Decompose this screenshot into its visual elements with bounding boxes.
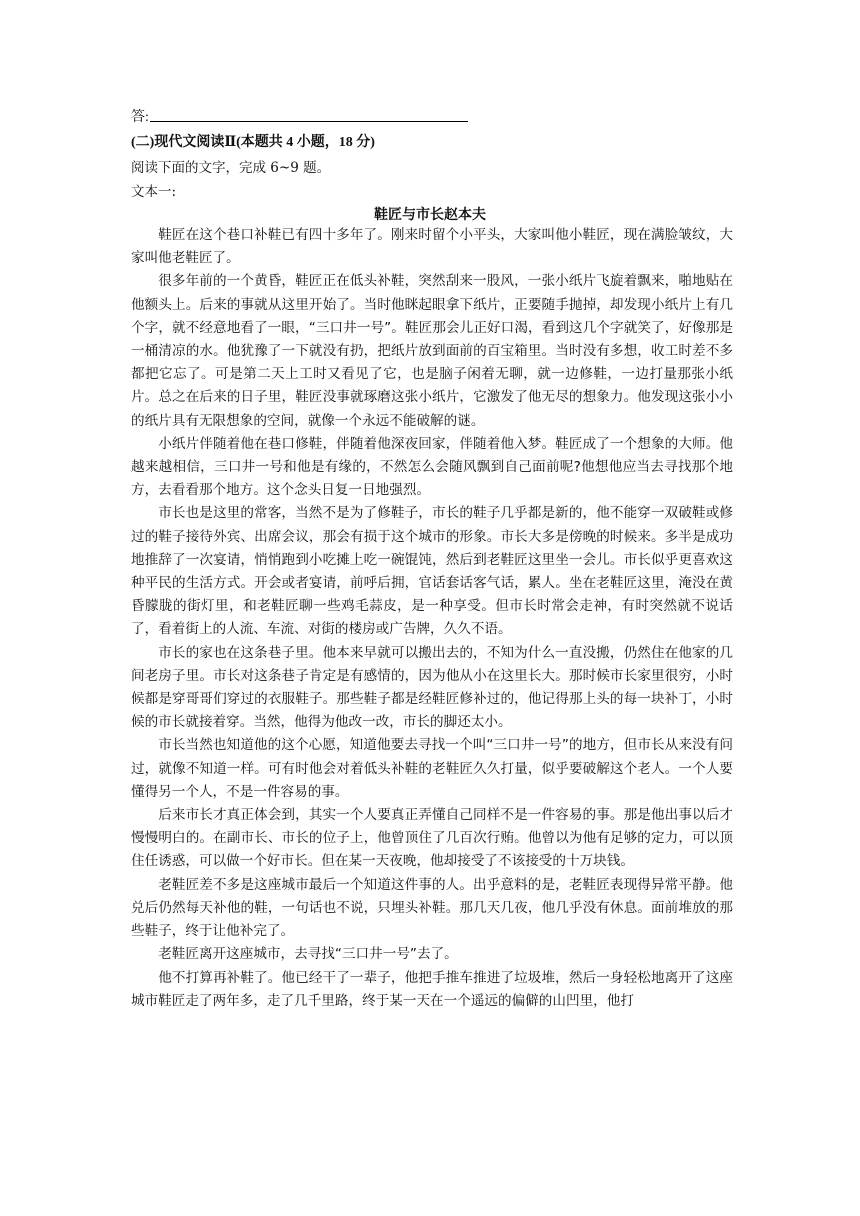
text-label: 文本一: xyxy=(131,184,177,200)
paragraph: 小纸片伴随着他在巷口修鞋，伴随着他深夜回家，伴随着他入梦。鞋匠成了一个想象的大师。他越来越相信，三口井一号和他是有缘的，不然怎么会随风飘到自己面前呢?他想他应当去寻找那个地方，去看看那个地方。这个念头日复一日地强烈。 xyxy=(131,435,733,499)
paragraph: 老鞋匠差不多是这座城市最后一个知道这件事的人。出乎意料的是，老鞋匠表现得异常平静。他兑后仍然每天补他的鞋，一句话也不说，只埋头补鞋。那几天几夜，他几乎没有休息。面前堆放的那些鞋子，终于让他补完了。 xyxy=(131,876,733,940)
article-title: 鞋匠与市长赵本夫 xyxy=(374,207,486,223)
paragraph: 鞋匠在这个巷口补鞋已有四十多年了。刚来时留个小平头，大家叫他小鞋匠，现在满脸皱纹，大家叫他老鞋匠了。 xyxy=(131,227,733,267)
paragraph: 市长的家也在这条巷子里。他本来早就可以搬出去的，不知为什么一直没搬，仍然住在他家的几间老房子里。市长对这条巷子肯定是有感情的，因为他从小在这里长大。那时候市长家里很穷，小时候都是穿哥哥们穿过的衣服鞋子。那些鞋子都是经鞋匠修补过的，他记得那上头的每一块补丁，小时候的市长就接着穿。当然，他得为他改一改，市长的脚还太小。 xyxy=(131,644,733,731)
paragraph: 市长当然也知道他的这个心愿，知道他要去寻找一个叫“三口井一号”的地方，但市长从来没有问过，就像不知道一样。可有时他会对着低头补鞋的老鞋匠久久打量，似乎要破解这个老人。一个人要懂得另一个人，不是一件容易的事。 xyxy=(131,737,733,800)
answer-label: 答: xyxy=(131,110,149,125)
article-body xyxy=(131,224,733,1013)
paragraph: 他不打算再补鞋了。他已经干了一辈子，他把手推车推进了垃圾堆，然后一身轻松地离开了这座城市鞋匠走了两年多，走了几千里路，终于某一天在一个遥远的偏僻的山凹里，他打 xyxy=(131,969,733,1009)
paragraph: 市长也是这里的常客，当然不是为了修鞋子，市长的鞋子几乎都是新的，他不能穿一双破鞋或修过的鞋子接待外宾、出席会议，那会有损于这个城市的形象。市长大多是傍晚的时候来。多半是成功地推辞了一次宴请，悄悄跑到小吃摊上吃一碗馄饨，然后到老鞋匠这里坐一会儿。市长似乎更喜欢这种平民的生活方式。开会或者宴请，前呼后拥，官话套话客气话，累人。坐在老鞋匠这里，淹没在黄昏朦胧的街灯里，和老鞋匠聊一些鸡毛蒜皮，是一种享受。但市长时常会走神，有时突然就不说话了，看着街上的人流、车流、对街的楼房或广告牌，久久不语。 xyxy=(131,505,733,638)
paragraph: 后来市长才真正体会到，其实一个人要真正弄懂自己同样不是一件容易的事。那是他出事以后才慢慢明白的。在副市长、市长的位子上，他曾顶住了几百次行贿。他曾以为他有足够的定力，可以顶住任诱惑，可以做一个好市长。但在某一天夜晚，他却接受了不该接受的十万块钱。 xyxy=(131,807,733,870)
reading-instruction: 阅读下面的文字，完成 6~9 题。 xyxy=(131,160,331,176)
paragraph: 老鞋匠离开这座城市，去寻找“三口井一号”去了。 xyxy=(158,946,458,963)
section-heading: (二)现代文阅读Ⅱ(本题共 4 小题，18 分) xyxy=(131,135,375,150)
answer-blank-line xyxy=(150,121,468,122)
paragraph: 很多年前的一个黄昏，鞋匠正在低头补鞋，突然刮来一股风，一张小纸片飞旋着飘来，啪地贴在他额头上。后来的事就从这里开始了。当时他眯起眼拿下纸片，正要随手抛掉，却发现小纸片上有几个字，就不经意地看了一眼，“三口井一号”。鞋匠那会儿正好口渴，看到这几个字就笑了，好像那是一桶清凉的水。他犹豫了一下就没有扔，把纸片放到面前的百宝箱里。当时没有多想，收工时差不多都把它忘了。可是第二天上工时又看见了它，也是脑子闲着无聊，就一边修鞋，一边打量那张小纸片。总之在后来的日子里，鞋匠没事就琢磨这张小纸片，它激发了他无尽的想象力。他发现这张小小的纸片具有无限想象的空间，就像一个永远不能破解的谜。 xyxy=(131,273,733,429)
